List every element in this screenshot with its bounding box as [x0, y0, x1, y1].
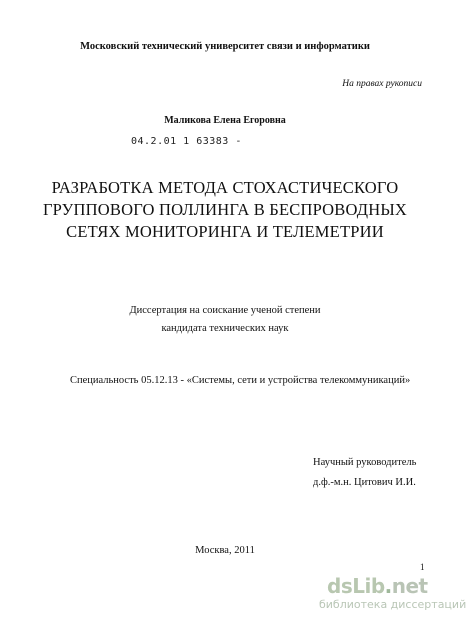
watermark-subtitle: библиотека диссертаций [319, 598, 466, 611]
watermark-logo-net: net [391, 574, 428, 598]
degree-line-1: Диссертация на соискание ученой степени [129, 305, 321, 316]
supervisor-role: Научный руководитель [313, 457, 417, 468]
dissertation-degree [0, 302, 450, 338]
city-year: Москва, 2011 [195, 545, 255, 556]
dslib-watermark[interactable] [319, 574, 466, 614]
author-name: Маликова Елена Егоровна [164, 115, 286, 126]
watermark-logo-dslib: dsLib [327, 574, 385, 598]
manuscript-rights: На правах рукописи [342, 79, 422, 89]
title-line-1: РАЗРАБОТКА МЕТОДА СТОХАСТИЧЕСКОГО [51, 178, 399, 197]
page-number: 1 [420, 562, 425, 572]
title-line-2: ГРУППОВОГО ПОЛЛИНГА В БЕСПРОВОДНЫХ [42, 200, 408, 219]
degree-line-2: кандидата технических наук [161, 323, 289, 334]
dissertation-title [0, 177, 450, 243]
watermark-logo-dot: . [384, 574, 392, 598]
supervisor-name: д.ф.-м.н. Цитович И.И. [313, 477, 416, 488]
title-line-3: СЕТЯХ МОНИТОРИНГА И ТЕЛЕМЕТРИИ [66, 222, 384, 241]
university-name: Московский технический университет связи и информатики [80, 41, 370, 52]
watermark-logo [327, 574, 428, 598]
specialty: Специальность 05.12.13 - «Системы, сети и устройства телекоммуникаций» [70, 375, 411, 386]
registration-code: 04.2.01 1 63383 - [131, 136, 242, 147]
